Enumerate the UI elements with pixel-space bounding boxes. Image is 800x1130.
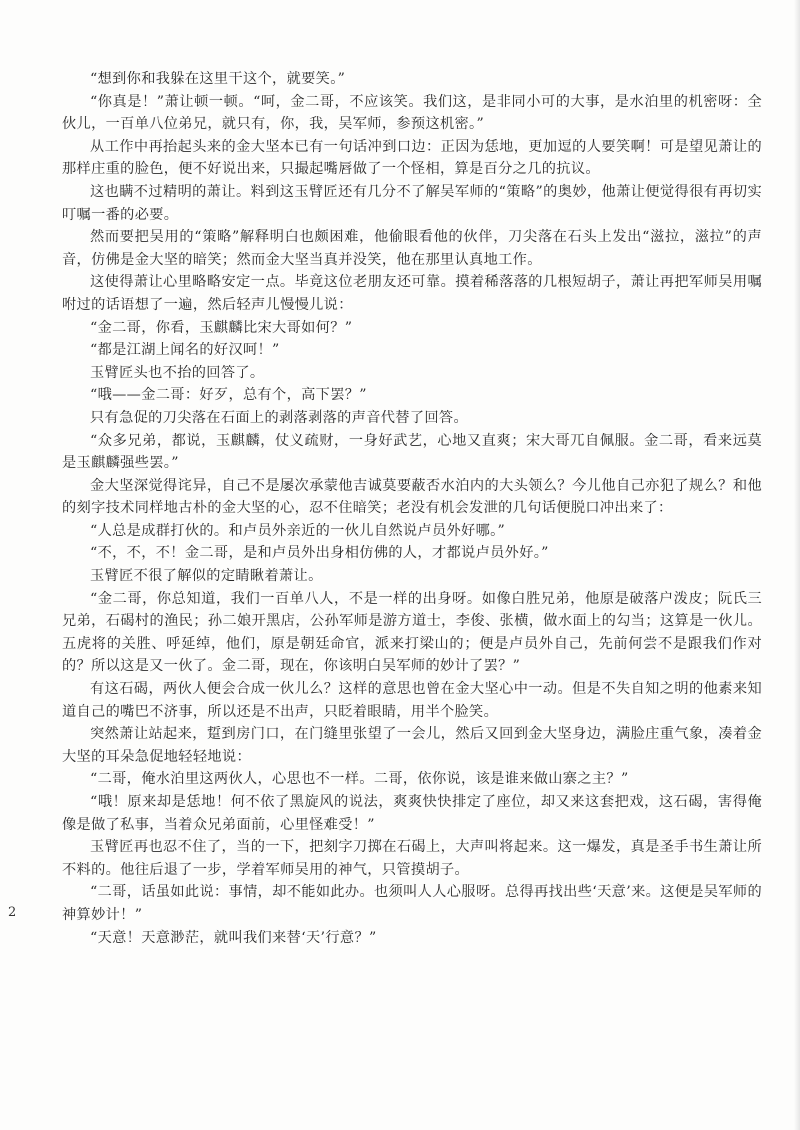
paragraph: 玉臂匠再也忍不住了，当的一下，把刻字刀掷在石碣上，大声叫将起来。这一爆发，真是圣手书生萧让所不料的。他往后退了一步，学着军师吴用的神气，只管摸胡子。: [62, 839, 762, 878]
paragraph: 玉臂匠不很了解似的定睛瞅着萧让。: [90, 568, 323, 585]
page-number: 2: [8, 905, 17, 920]
paragraph: 金大坚深觉得诧异，自己不是屡次承蒙他吉诚莫要蔽否水泊内的大头领么？今儿他自己亦犯了规么？和他的刻字技术同样地古朴的金大坚的心，忍不住暗笑；老没有机会发泄的几句话便脱口冲出来了：: [62, 477, 762, 517]
paragraph: “不，不，不！金二哥，是和卢员外出身相仿佛的人，才都说卢员外好。”: [90, 545, 549, 562]
paragraph: 这也瞒不过精明的萧让。料到这玉臂匠还有几分不了解吴军师的“策略”的奥妙，他萧让便觉得很有再切实叮嘱一番的必要。: [62, 183, 762, 223]
paragraph: “众多兄弟，都说，玉麒麟，仗义疏财，一身好武艺，心地又直爽；宋大哥兀自佩服。金二哥，看来远莫是玉麒麟强些罢。”: [62, 432, 762, 472]
paragraph: 玉臂匠头也不抬的回答了。: [90, 364, 265, 381]
paragraph: 从工作中再抬起头来的金大坚本已有一句话冲到口边：正因为恁地，更加逗的人要笑啊！可是望见萧让的那样庄重的脸色，便不好说出来，只撮起嘴唇做了一个怪相，算是百分之几的抗议。: [62, 138, 762, 178]
paragraph: “人总是成群打伙的。和卢员外亲近的一伙儿自然说卢员外好哪。”: [90, 522, 506, 539]
paragraph: 突然萧让站起来，踅到房门口，在门缝里张望了一会儿，然后又回到金大坚身边，满脸庄重气象，凑着金大坚的耳朵急促地轻轻地说：: [62, 726, 762, 765]
paragraph: “二哥，俺水泊里这两伙人，心思也不一样。二哥，依你说，该是谁来做山寨之主？”: [90, 771, 629, 788]
paragraph: 这使得萧让心里略略安定一点。毕竟这位老朋友还可靠。摸着稀落落的几根短胡子，萧让再把军师吴用嘱咐过的话语想了一遍，然后轻声儿慢慢儿说：: [62, 274, 762, 313]
body-text: [62, 68, 762, 949]
paragraph: “想到你和我躲在这里干这个，就要笑。”: [90, 71, 346, 87]
paragraph: “天意！天意渺茫，就叫我们来替‘天’行意？”: [90, 929, 377, 946]
scan-edge-shadow: [794, 0, 800, 1130]
paragraph: 有这石碣，两伙人便会合成一伙儿么？这样的意思也曾在金大坚心中一动。但是不失自知之明的他素来知道自己的嘴巴不济事，所以还是不出声，只眨着眼睛，用半个脸笑。: [62, 681, 762, 720]
paragraph: 只有急促的刀尖落在石面上的剥落剥落的声音代替了回答。: [90, 409, 468, 426]
paragraph: “都是江湖上闻名的好汉呵！”: [90, 342, 280, 359]
paragraph: “哦！原来却是恁地！何不依了黑旋风的说法，爽爽快快排定了座位，却又来这套把戏，这石碣，害得俺像是做了私事，当着众兄弟面前，心里怪难受！”: [62, 794, 762, 833]
paragraph: “二哥，话虽如此说：事情，却不能如此办。也须叫人人心服呀。总得再找出些‘天意’来。这便是吴军师的神算妙计！”: [62, 884, 762, 923]
paragraph: “哦——金二哥：好歹，总有个，高下罢？”: [90, 387, 367, 404]
paragraph: “你真是！”萧让顿一顿。“呵，金二哥，不应该笑。我们这，是非同小可的大事，是水泊里的机密呀：全伙儿，一百单八位弟兄，就只有，你，我，吴军师，参预这机密。”: [62, 93, 762, 133]
paragraph: “金二哥，你看，玉麒麟比宋大哥如何？”: [90, 319, 353, 336]
paragraph: 然而要把吴用的“策略”解释明白也颇困难，他偷眼看他的伙伴，刀尖落在石头上发出“滋拉，滋拉”的声音，仿佛是金大坚的暗笑；然而金大坚当真并没笑，他在那里认真地工作。: [62, 229, 762, 268]
paragraph: “金二哥，你总知道，我们一百单八人，不是一样的出身呀。如像白胜兄弟，他原是破落户泼皮；阮氏三兄弟，石碣村的渔民；孙二娘开黑店，公孙军师是游方道士，李俊、张横，做水面上的勾当；这算是一伙儿。五虎将的关胜、呼延绰，他们，原是朝廷命官，派来打梁山的；便是卢员外自己，先前何尝不是跟我们作对的？所以这是又一伙了。金二哥，现在，你该明白吴军师的妙计了罢？”: [62, 590, 762, 675]
